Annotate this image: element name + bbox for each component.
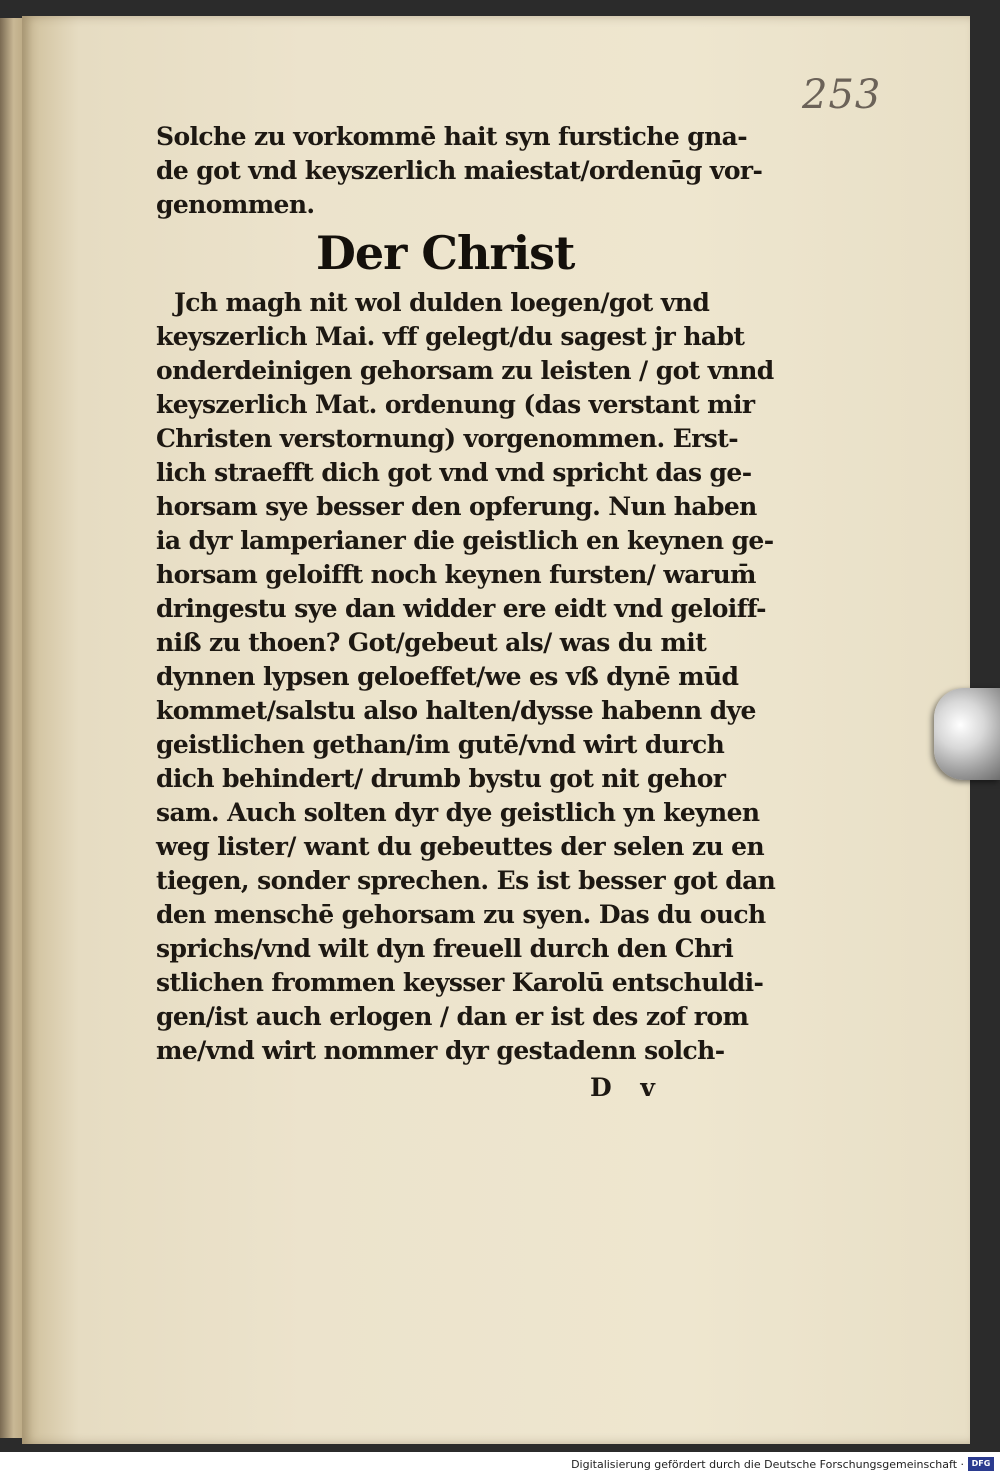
body-line: onderdeinigen gehorsam zu leisten / got vnnd	[156, 356, 774, 385]
book-clasp	[934, 688, 1000, 780]
footer-bar	[0, 1452, 1000, 1478]
body-line: gen/ist auch erlogen / dan er ist des zof rom	[156, 1002, 749, 1031]
intro-line: de got vnd keyszerlich maiestat/ordenūg vor-	[156, 156, 763, 185]
folio-number: 253	[802, 72, 882, 118]
body-line: horsam geloifft noch keynen fursten/ warum̄	[156, 560, 756, 589]
text-block	[156, 120, 776, 1108]
body-line: dich behindert/ drumb bystu got nit gehor	[156, 764, 726, 793]
body-line: lich straefft dich got vnd vnd spricht das ge-	[156, 458, 752, 487]
document-page	[22, 16, 970, 1444]
body-line: dringestu sye dan widder ere eidt vnd geloiff-	[156, 594, 766, 623]
body-line: Christen verstornung) vorgenommen. Erst-	[156, 424, 738, 453]
body-line: tiegen, sonder sprechen. Es ist besser got dan	[156, 866, 776, 895]
body-line: keyszerlich Mai. vff gelegt/du sagest jr habt	[156, 322, 745, 351]
funding-credit: Digitalisierung gefördert durch die Deutsche Forschungsgemeinschaft ·	[571, 1458, 964, 1471]
body-line: sprichs/vnd wilt dyn freuell durch den Chri	[156, 934, 734, 963]
intro-line: genommen.	[156, 190, 315, 219]
body-line: stlichen frommen keysser Karolū entschuldi-	[156, 968, 764, 997]
body-line: dynnen lypsen geloeffet/we es vß dynē mūd	[156, 662, 739, 691]
body-line: me/vnd wirt nommer dyr gestadenn solch-	[156, 1036, 725, 1065]
body-line: Jch magh nit wol dulden loegen/got vnd	[174, 288, 710, 317]
section-heading: Der Christ	[316, 226, 575, 280]
body-line: sam. Auch solten dyr dye geistlich yn keynen	[156, 798, 760, 827]
body-line: horsam sye besser den opferung. Nun haben	[156, 492, 757, 521]
dfg-logo-icon: DFG	[968, 1457, 994, 1471]
body-line: ia dyr lamperianer die geistlich en keynen ge-	[156, 526, 774, 555]
body-line: keyszerlich Mat. ordenung (das verstant mir	[156, 390, 755, 419]
signature-mark: D v	[590, 1073, 665, 1102]
body-line: weg lister/ want du gebeuttes der selen zu en	[156, 832, 765, 861]
intro-line: Solche zu vorkommē hait syn furstiche gna-	[156, 122, 748, 151]
body-line: den menschē gehorsam zu syen. Das du ouch	[156, 900, 766, 929]
body-line: kommet/salstu also halten/dysse habenn dye	[156, 696, 756, 725]
body-line: geistlichen gethan/im gutē/vnd wirt durch	[156, 730, 725, 759]
body-line: niß zu thoen? Got/gebeut als/ was du mit	[156, 628, 707, 657]
